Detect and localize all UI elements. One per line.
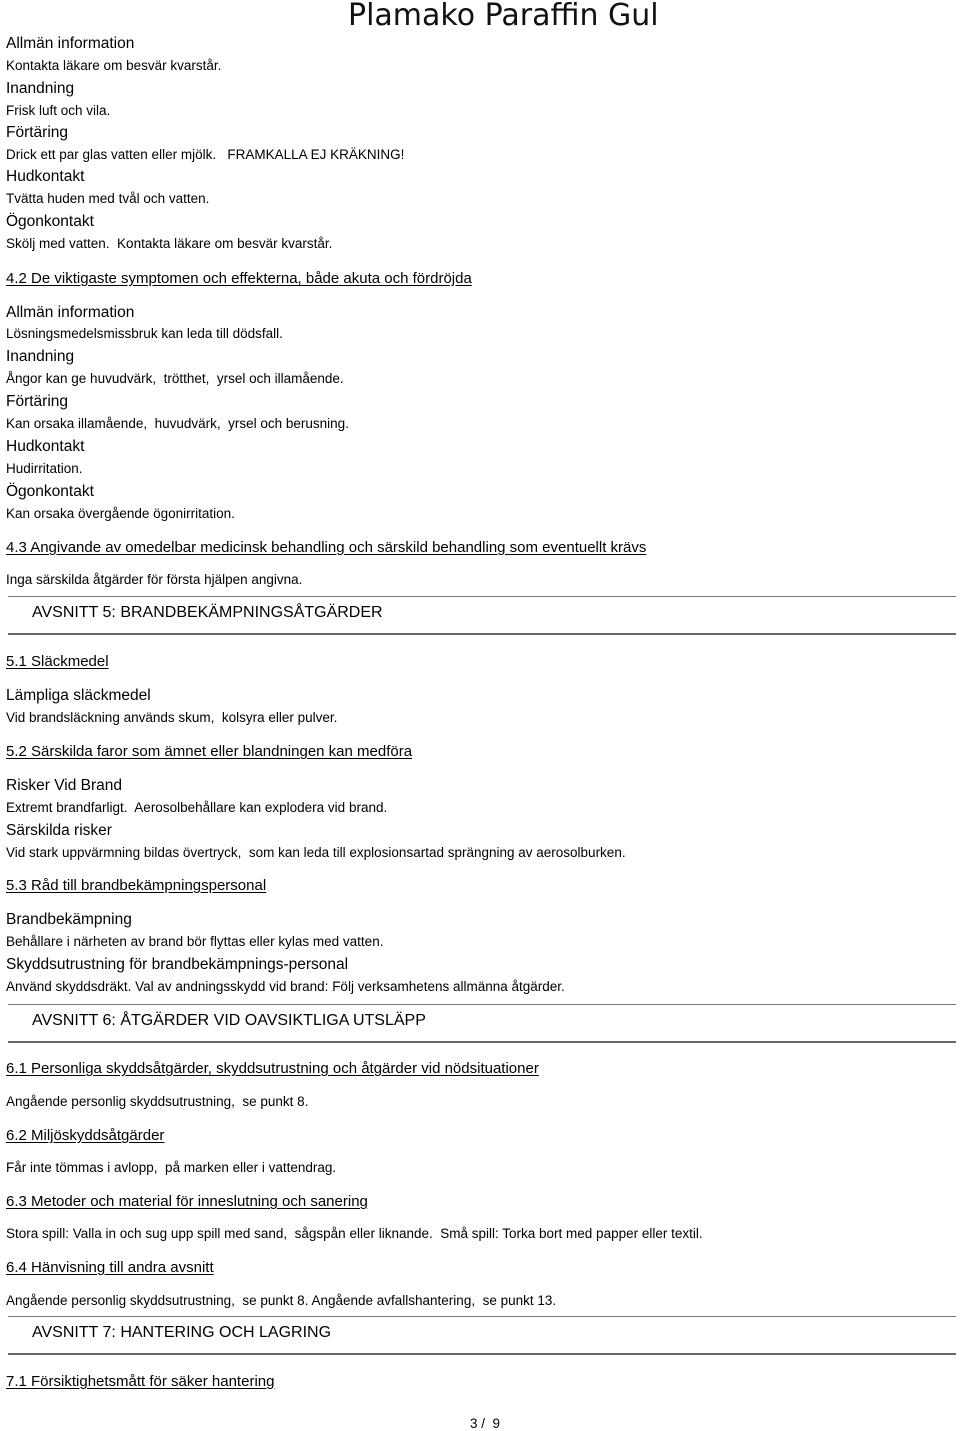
section-5-2-heading: 5.2 Särskilda faror som ämnet eller blandningen kan medföra <box>6 743 413 760</box>
section-6-band <box>8 1004 956 1043</box>
suitable-media-label: Lämpliga släckmedel <box>6 687 151 704</box>
s4-2-general-label: Allmän information <box>6 304 135 321</box>
page-number: 3 / 9 <box>470 1416 501 1431</box>
first-aid-skin-text: Tvätta huden med tvål och vatten. <box>6 191 210 206</box>
s4-2-eye-label: Ögonkontakt <box>6 483 94 500</box>
first-aid-eye-text: Skölj med vatten. Kontakta läkare om besvär kvarstår. <box>6 236 333 251</box>
section-5-band <box>8 596 956 635</box>
s4-3-text: Inga särskilda åtgärder för första hjälpen angivna. <box>6 572 303 587</box>
first-aid-skin-label: Hudkontakt <box>6 168 85 185</box>
fire-risk-label: Risker Vid Brand <box>6 777 123 794</box>
section-6-4-heading: 6.4 Hänvisning till andra avsnitt <box>6 1259 214 1276</box>
section-4-3-heading: 4.3 Angivande av omedelbar medicinsk behandling och särskild behandling som eventuellt krävs <box>6 539 647 556</box>
special-risks-text: Vid stark uppvärmning bildas övertryck, som kan leda till explosionsartad sprängning av aerosolburken. <box>6 845 626 860</box>
section-4-2-heading: 4.2 De viktigaste symptomen och effekterna, både akuta och fördröjda <box>6 270 472 287</box>
document-title: Plamako Paraffin Gul <box>348 0 659 33</box>
section-5-title: AVSNITT 5: BRANDBEKÄMPNINGSÅTGÄRDER <box>32 604 383 621</box>
section-6-3-heading: 6.3 Metoder och material för inneslutning och sanering <box>6 1193 368 1210</box>
first-aid-ingestion-text: Drick ett par glas vatten eller mjölk. FRAMKALLA EJ KRÄKNING! <box>6 147 405 162</box>
fire-risk-text: Extremt brandfarligt. Aerosolbehållare kan explodera vid brand. <box>6 800 388 815</box>
s4-2-skin-label: Hudkontakt <box>6 438 85 455</box>
first-aid-inhalation-text: Frisk luft och vila. <box>6 103 111 118</box>
first-aid-ingestion-label: Förtäring <box>6 124 69 141</box>
s4-2-eye-text: Kan orsaka övergående ögonirritation. <box>6 506 235 521</box>
special-risks-label: Särskilda risker <box>6 822 112 839</box>
firefighting-text: Behållare i närheten av brand bör flyttas eller kylas med vatten. <box>6 934 384 949</box>
section-6-1-heading: 6.1 Personliga skyddsåtgärder, skyddsutrustning och åtgärder vid nödsituationer <box>6 1060 539 1077</box>
section-7-band <box>8 1316 956 1355</box>
first-aid-eye-label: Ögonkontakt <box>6 213 94 230</box>
section-6-1-text: Angående personlig skyddsutrustning, se punkt 8. <box>6 1094 309 1109</box>
section-5-1-heading: 5.1 Släckmedel <box>6 653 109 670</box>
section-5-3-heading: 5.3 Råd till brandbekämpningspersonal <box>6 877 267 894</box>
first-aid-general-label: Allmän information <box>6 35 135 52</box>
section-6-4-text: Angående personlig skyddsutrustning, se punkt 8. Angående avfallshantering, se punkt 13. <box>6 1293 557 1308</box>
s4-2-ingestion-text: Kan orsaka illamående, huvudvärk, yrsel och berusning. <box>6 416 349 431</box>
section-7-1-heading: 7.1 Försiktighetsmått för säker hantering <box>6 1373 275 1390</box>
s4-2-ingestion-label: Förtäring <box>6 393 69 410</box>
s4-2-skin-text: Hudirritation. <box>6 461 83 476</box>
section-6-2-text: Får inte tömmas i avlopp, på marken eller i vattendrag. <box>6 1160 337 1175</box>
section-6-title: AVSNITT 6: ÅTGÄRDER VID OAVSIKTLIGA UTSLÄPP <box>32 1012 426 1029</box>
section-7-title: AVSNITT 7: HANTERING OCH LAGRING <box>32 1324 332 1341</box>
firefighting-label: Brandbekämpning <box>6 911 132 928</box>
s4-2-inhalation-label: Inandning <box>6 348 75 365</box>
protective-equipment-text: Använd skyddsdräkt. Val av andningsskydd vid brand: Följ verksamhetens allmänna åtgärder. <box>6 979 565 994</box>
section-6-3-text: Stora spill: Valla in och sug upp spill med sand, sågspån eller liknande. Små spill: Torka bort med papper eller textil. <box>6 1226 703 1241</box>
suitable-media-text: Vid brandsläckning används skum, kolsyra eller pulver. <box>6 710 338 725</box>
protective-equipment-label: Skyddsutrustning för brandbekämpnings-personal <box>6 956 349 973</box>
section-6-2-heading: 6.2 Miljöskyddsåtgärder <box>6 1127 165 1144</box>
s4-2-general-text: Lösningsmedelsmissbruk kan leda till dödsfall. <box>6 326 283 341</box>
s4-2-inhalation-text: Ångor kan ge huvudvärk, trötthet, yrsel och illamående. <box>6 371 344 386</box>
first-aid-general-text: Kontakta läkare om besvär kvarstår. <box>6 58 222 73</box>
first-aid-inhalation-label: Inandning <box>6 80 75 97</box>
